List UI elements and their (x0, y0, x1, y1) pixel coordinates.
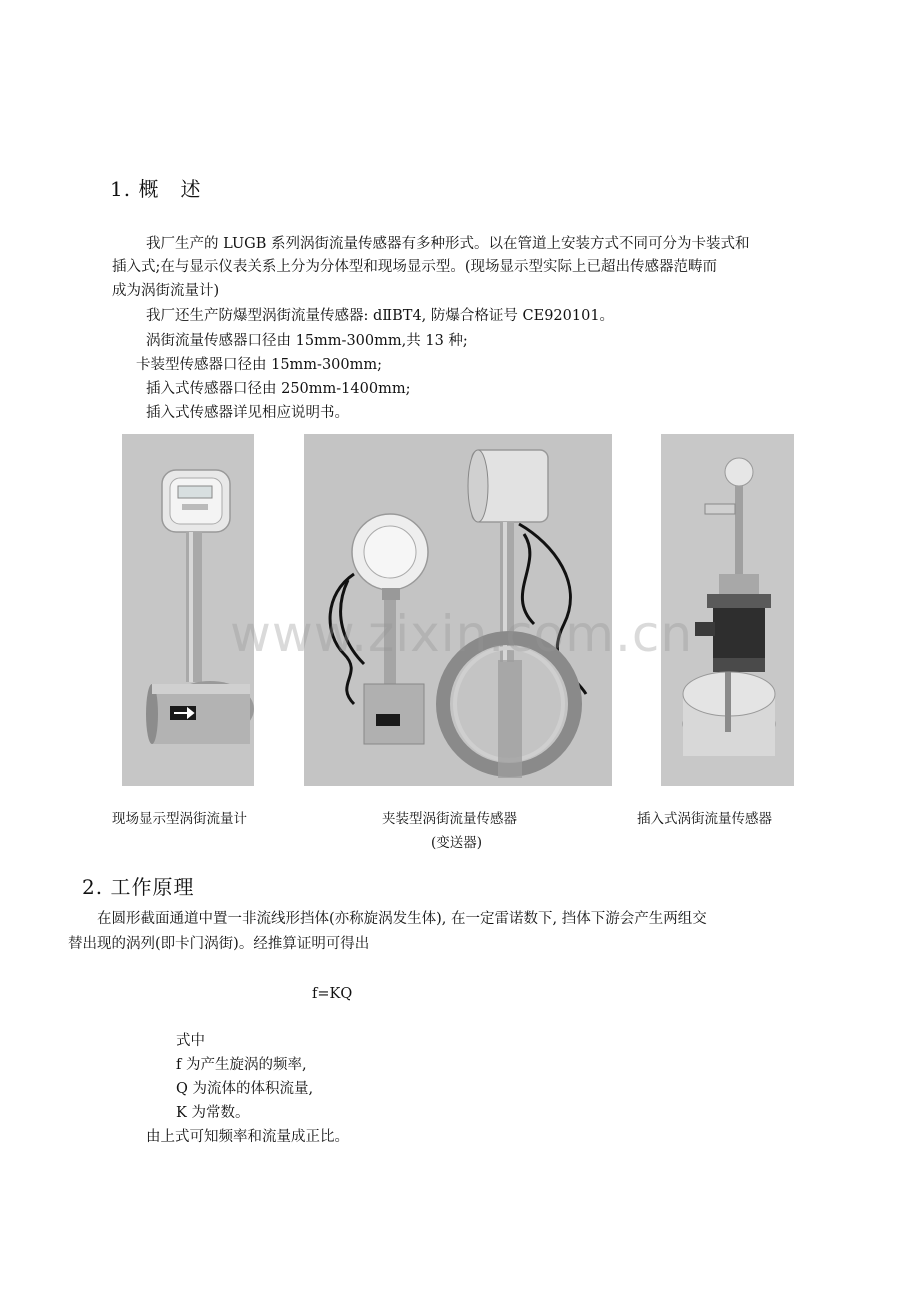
caption-transmitter: (变送器) (431, 835, 483, 851)
paragraph-line: 替出现的涡列(即卡门涡街)。经推算证明可得出 (68, 936, 370, 952)
where-line: Q 为流体的体积流量, (176, 1081, 314, 1097)
formula: f=KQ (312, 986, 353, 1002)
section-2-heading: 2. 工作原理 (82, 875, 195, 899)
paragraph-line: 插入式传感器口径由 250mm-1400mm; (146, 381, 411, 397)
where-label: 式中 (176, 1033, 205, 1049)
paragraph-line: 涡街流量传感器口径由 15mm-300mm,共 13 种; (146, 333, 468, 349)
caption-clamp-type: 夹装型涡街流量传感器 (382, 811, 517, 827)
where-line: K 为常数。 (176, 1105, 250, 1121)
section-1-heading: 1. 概 述 (110, 177, 202, 201)
paragraph-line: 插入式传感器详见相应说明书。 (146, 405, 349, 421)
paragraph-line: 成为涡街流量计) (112, 283, 220, 299)
paragraph-line: 我厂生产的 LUGB 系列涡街流量传感器有多种形式。以在管道上安装方式不同可分为卡装式和 (146, 236, 750, 252)
watermark: www.zixin.com.cn (230, 605, 694, 663)
where-line: f 为产生旋涡的频率, (176, 1057, 307, 1073)
conclusion: 由上式可知频率和流量成正比。 (146, 1129, 349, 1145)
caption-insertion-type: 插入式涡街流量传感器 (637, 811, 772, 827)
paragraph-line: 我厂还生产防爆型涡街流量传感器: dⅡBT4, 防爆合格证号 CE920101。 (146, 308, 615, 324)
paragraph-line: 插入式;在与显示仪表关系上分为分体型和现场显示型。(现场显示型实际上已超出传感器范畴而 (112, 259, 718, 275)
paragraph-line: 卡装型传感器口径由 15mm-300mm; (136, 357, 383, 373)
caption-field-display: 现场显示型涡街流量计 (112, 811, 247, 827)
paragraph-line: 在圆形截面通道中置一非流线形挡体(亦称旋涡发生体), 在一定雷诺数下, 挡体下游会产生两组交 (97, 911, 707, 927)
